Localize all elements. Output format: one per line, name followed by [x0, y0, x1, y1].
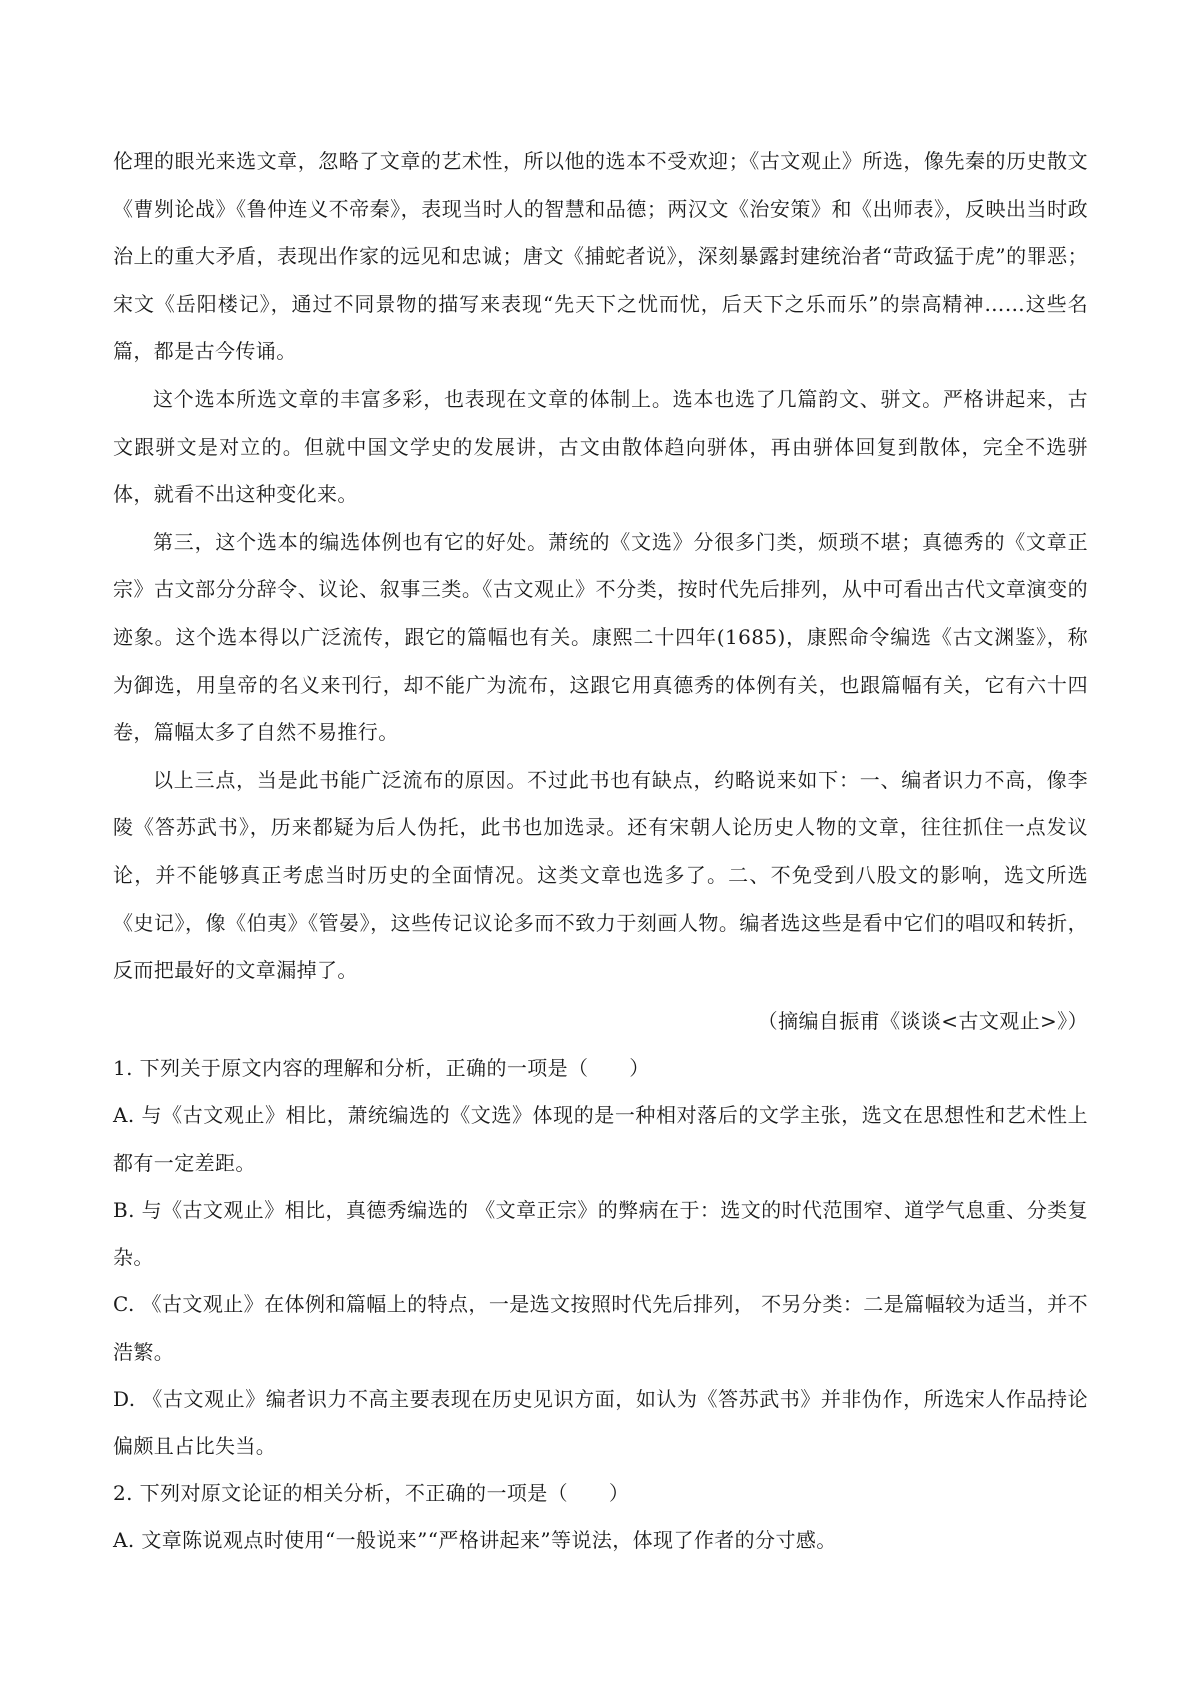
- article-paragraph-3: 第三，这个选本的编选体例也有它的好处。萧统的《文选》分很多门类，烦琐不堪；真德秀的《文章正宗》古文部分分辞令、议论、叙事三类。《古文观止》不分类，按时代先后排列，从中可看出古代文章演变的迹象。这个选本得以广泛流传，跟它的篇幅也有关。康熙二十四年(1685)，康熙命令编选《古文渊鉴》，称为御选，用皇帝的名义来刊行，却不能广为流布，这跟它用真德秀的体例有关，也跟篇幅有关，它有六十四卷，篇幅太多了自然不易推行。: [113, 529, 1088, 745]
- question-1-option-c: C. 《古文观止》在体例和篇幅上的特点，一是选文按照时代先后排列， 不另分类：二是篇幅较为适当，并不浩繁。: [113, 1292, 1088, 1364]
- question-1-option-d: D. 《古文观止》编者识力不高主要表现在历史见识方面，如认为《答苏武书》并非伪作，所选宋人作品持论偏颇且占比失当。: [113, 1386, 1088, 1458]
- question-2-stem: 2. 下列对原文论证的相关分析，不正确的一项是（ ）: [113, 1481, 630, 1506]
- question-2-option-a: A. 文章陈说观点时使用“一般说来”“严格讲起来”等说法，体现了作者的分寸感。: [113, 1528, 837, 1553]
- article-paragraph-1: 伦理的眼光来选文章，忽略了文章的艺术性，所以他的选本不受欢迎；《古文观止》所选，像先秦的历史散文《曹刿论战》《鲁仲连义不帝秦》，表现当时人的智慧和品德；两汉文《治安策》和《出师表》，反映出当时政治上的重大矛盾，表现出作家的远见和忠诚；唐文《捕蛇者说》，深刻暴露封建统治者“苛政猛于虎”的罪恶；宋文《岳阳楼记》，通过不同景物的描写来表现“先天下之忧而忧，后天下之乐而乐”的崇高精神……这些名篇，都是古今传诵。: [113, 149, 1088, 364]
- article-source: （摘编自振甫《谈谈<古文观止>》）: [757, 1008, 1088, 1033]
- question-1-stem: 1. 下列关于原文内容的理解和分析，正确的一项是（ ）: [113, 1056, 650, 1081]
- article-body: [113, 138, 1088, 1045]
- question-1-option-b: B. 与《古文观止》相比，真德秀编选的 《文章正宗》的弊病在于：选文的时代范围窄、道学气息重、分类复杂。: [113, 1197, 1088, 1270]
- article-paragraph-4: 以上三点，当是此书能广泛流布的原因。不过此书也有缺点，约略说来如下：一、编者识力不高，像李陵《答苏武书》，历来都疑为后人伪托，此书也加选录。还有宋朝人论历史人物的文章，往往抓住一点发议论，并不能够真正考虑当时历史的全面情况。这类文章也选多了。二、不免受到八股文的影响，选文所选《史记》，像《伯夷》《管晏》，这些传记议论多而不致力于刻画人物。编者选这些是看中它们的唱叹和转折，反而把最好的文章漏掉了。: [113, 767, 1088, 983]
- article-paragraph-2: 这个选本所选文章的丰富多彩，也表现在文章的体制上。选本也选了几篇韵文、骈文。严格讲起来，古文跟骈文是对立的。但就中国文学史的发展讲，古文由散体趋向骈体，再由骈体回复到散体，完全不选骈体，就看不出这种变化来。: [113, 386, 1088, 507]
- question-1-option-a: A. 与《古文观止》相比，萧统编选的《文选》体现的是一种相对落后的文学主张，选文在思想性和艺术性上都有一定差距。: [113, 1103, 1088, 1175]
- question-2: [113, 1470, 1088, 1564]
- question-1: [113, 1045, 1088, 1470]
- document-page: [113, 138, 1088, 1565]
